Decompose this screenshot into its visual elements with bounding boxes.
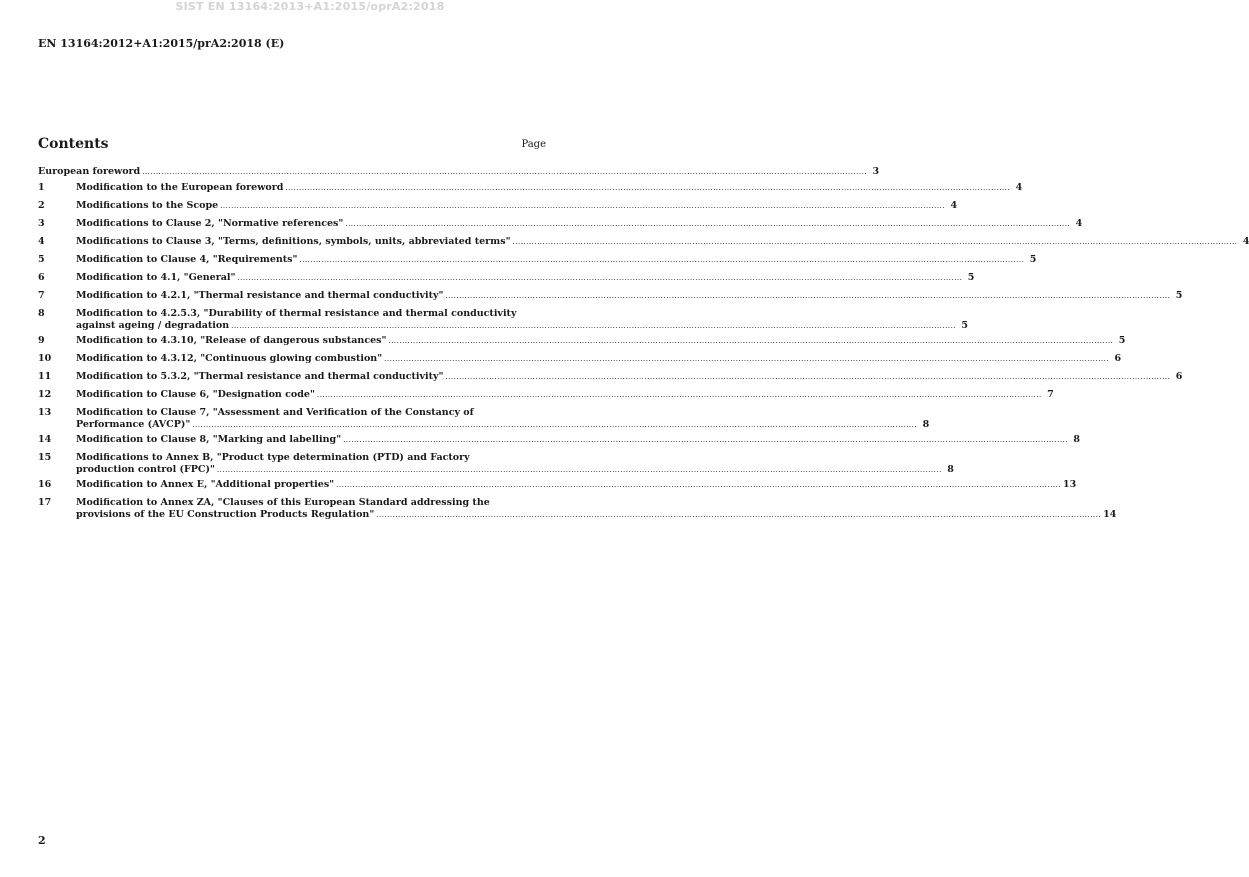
- page-column-label: Page: [521, 139, 546, 150]
- toc-entry-title: Modification to 4.3.10, "Release of dangerous substances": [76, 335, 387, 346]
- toc-entry[interactable]: [38, 272, 975, 284]
- toc-entry[interactable]: [38, 371, 1183, 383]
- dot-leader: [384, 353, 1109, 365]
- toc-entry[interactable]: [38, 497, 1117, 521]
- dot-leader: [513, 236, 1238, 248]
- dot-leader: [317, 389, 1042, 401]
- toc-entry-page: 13: [1063, 479, 1077, 490]
- dot-leader: [336, 479, 1061, 491]
- toc-entry-page: 3: [872, 166, 880, 177]
- toc-entry-number: 4: [38, 236, 45, 247]
- toc-entry-page: 4: [1075, 218, 1083, 229]
- dot-leader: [220, 200, 945, 212]
- dot-leader: [345, 218, 1070, 230]
- toc-entry-title: against ageing / degradation: [76, 320, 230, 331]
- toc-entry-title: European foreword: [38, 166, 141, 177]
- toc-entry-number: 13: [38, 407, 52, 418]
- toc-entry-title: Modification to Annex ZA, "Clauses of this European Standard addressing the: [76, 497, 490, 508]
- toc-entry-number: 14: [38, 434, 52, 445]
- toc-entry[interactable]: [38, 182, 1023, 194]
- toc-entry-title: Modification to 4.2.5.3, "Durability of thermal resistance and thermal conductivity: [76, 308, 517, 319]
- toc-entry-page: 5: [1175, 290, 1183, 301]
- toc-entry-page: 4: [1015, 182, 1023, 193]
- toc-entry-number: 16: [38, 479, 52, 490]
- toc-entry[interactable]: [38, 290, 1183, 302]
- toc-entry[interactable]: [38, 254, 1037, 266]
- document-header: EN 13164:2012+A1:2015/prA2:2018 (E): [38, 37, 285, 50]
- toc-entry-title: Modifications to Annex B, "Product type determination (PTD) and Factory: [76, 452, 470, 463]
- toc-entry-number: 2: [38, 200, 45, 211]
- toc-entry[interactable]: [38, 236, 1249, 248]
- toc-entry-page: 8: [922, 419, 930, 430]
- toc-entry-number: 7: [38, 290, 45, 301]
- toc-entry-page: 14: [1103, 509, 1117, 520]
- dot-leader: [192, 419, 917, 431]
- watermark: SIST EN 13164:2013+A1:2015/oprA2:2018: [175, 0, 445, 13]
- toc-entry-title: Modification to Clause 6, "Designation code": [76, 389, 315, 400]
- toc-entry-title: Modification to 4.1, "General": [76, 272, 236, 283]
- toc-entry-page: 6: [1114, 353, 1122, 364]
- toc-entry-page: 5: [967, 272, 975, 283]
- dot-leader: [299, 254, 1024, 266]
- toc-entry-title: Modification to Annex E, "Additional properties": [76, 479, 335, 490]
- toc-entry-number: 12: [38, 389, 52, 400]
- toc-entry-page: 7: [1047, 389, 1054, 400]
- toc-entry-title: Modification to Clause 8, "Marking and labelling": [76, 434, 342, 445]
- toc-entry[interactable]: [38, 452, 954, 476]
- dot-leader: [388, 335, 1113, 347]
- dot-leader: [217, 464, 942, 476]
- toc-entry-title: Modification to 5.3.2, "Thermal resistance and thermal conductivity": [76, 371, 444, 382]
- toc-entry-page: 5: [1029, 254, 1037, 265]
- toc-entry-page: 4: [950, 200, 958, 211]
- page-number: 2: [38, 834, 46, 847]
- toc-entry-number: 5: [38, 254, 45, 265]
- dot-leader: [445, 371, 1170, 383]
- toc-entry-number: 6: [38, 272, 45, 283]
- toc-entry-title: Performance (AVCP)": [76, 419, 191, 430]
- toc-entry-number: 9: [38, 335, 45, 346]
- toc-entry[interactable]: [38, 434, 1081, 446]
- toc-entry[interactable]: [38, 166, 880, 178]
- toc-entry-title: Modifications to Clause 3, "Terms, definitions, symbols, units, abbreviated terms": [76, 236, 511, 247]
- toc-entry-title: production control (FPC)": [76, 464, 215, 475]
- toc-entry-number: 10: [38, 353, 52, 364]
- dot-leader: [237, 272, 962, 284]
- toc-entry-page: 6: [1175, 371, 1183, 382]
- toc-entry-number: 1: [38, 182, 45, 193]
- toc-entry-title: Modification to 4.2.1, "Thermal resistance and thermal conductivity": [76, 290, 444, 301]
- toc-entry-title: Modification to the European foreword: [76, 182, 284, 193]
- toc-entry[interactable]: [38, 335, 1126, 347]
- toc-entry-page: 4: [1242, 236, 1249, 247]
- dot-leader: [231, 320, 956, 332]
- toc-entry-number: 15: [38, 452, 52, 463]
- toc-entry[interactable]: [38, 218, 1083, 230]
- toc-entry-title: Modifications to the Scope: [76, 200, 219, 211]
- contents-title: Contents: [38, 136, 109, 152]
- dot-leader: [142, 166, 867, 178]
- toc-entry-number: 3: [38, 218, 45, 229]
- toc-entry-number: 17: [38, 497, 52, 508]
- toc-entry[interactable]: [38, 479, 1077, 491]
- toc-entry-title: Modification to Clause 7, "Assessment and Verification of the Constancy of: [76, 407, 474, 418]
- toc-entry-page: 8: [1073, 434, 1081, 445]
- toc-entry[interactable]: [38, 200, 958, 212]
- toc-entry-page: 8: [947, 464, 954, 475]
- toc-entry-page: 5: [1118, 335, 1126, 346]
- dot-leader: [343, 434, 1068, 446]
- dot-leader: [445, 290, 1170, 302]
- dot-leader: [285, 182, 1010, 194]
- dot-leader: [376, 509, 1101, 521]
- toc-entry-title: Modification to 4.3.12, "Continuous glowing combustion": [76, 353, 383, 364]
- toc-entry-title: Modifications to Clause 2, "Normative references": [76, 218, 344, 229]
- toc-entry-title: Modification to Clause 4, "Requirements": [76, 254, 298, 265]
- toc-entry-number: 11: [38, 371, 52, 382]
- toc-entry-number: 8: [38, 308, 45, 319]
- toc-entry-page: 5: [961, 320, 969, 331]
- toc-entry[interactable]: [38, 389, 1054, 401]
- toc-entry[interactable]: [38, 407, 930, 431]
- toc-entry-title: provisions of the EU Construction Products Regulation": [76, 509, 375, 520]
- toc-entry[interactable]: [38, 353, 1122, 365]
- toc-entry[interactable]: [38, 308, 969, 332]
- table-of-contents: [38, 166, 1249, 521]
